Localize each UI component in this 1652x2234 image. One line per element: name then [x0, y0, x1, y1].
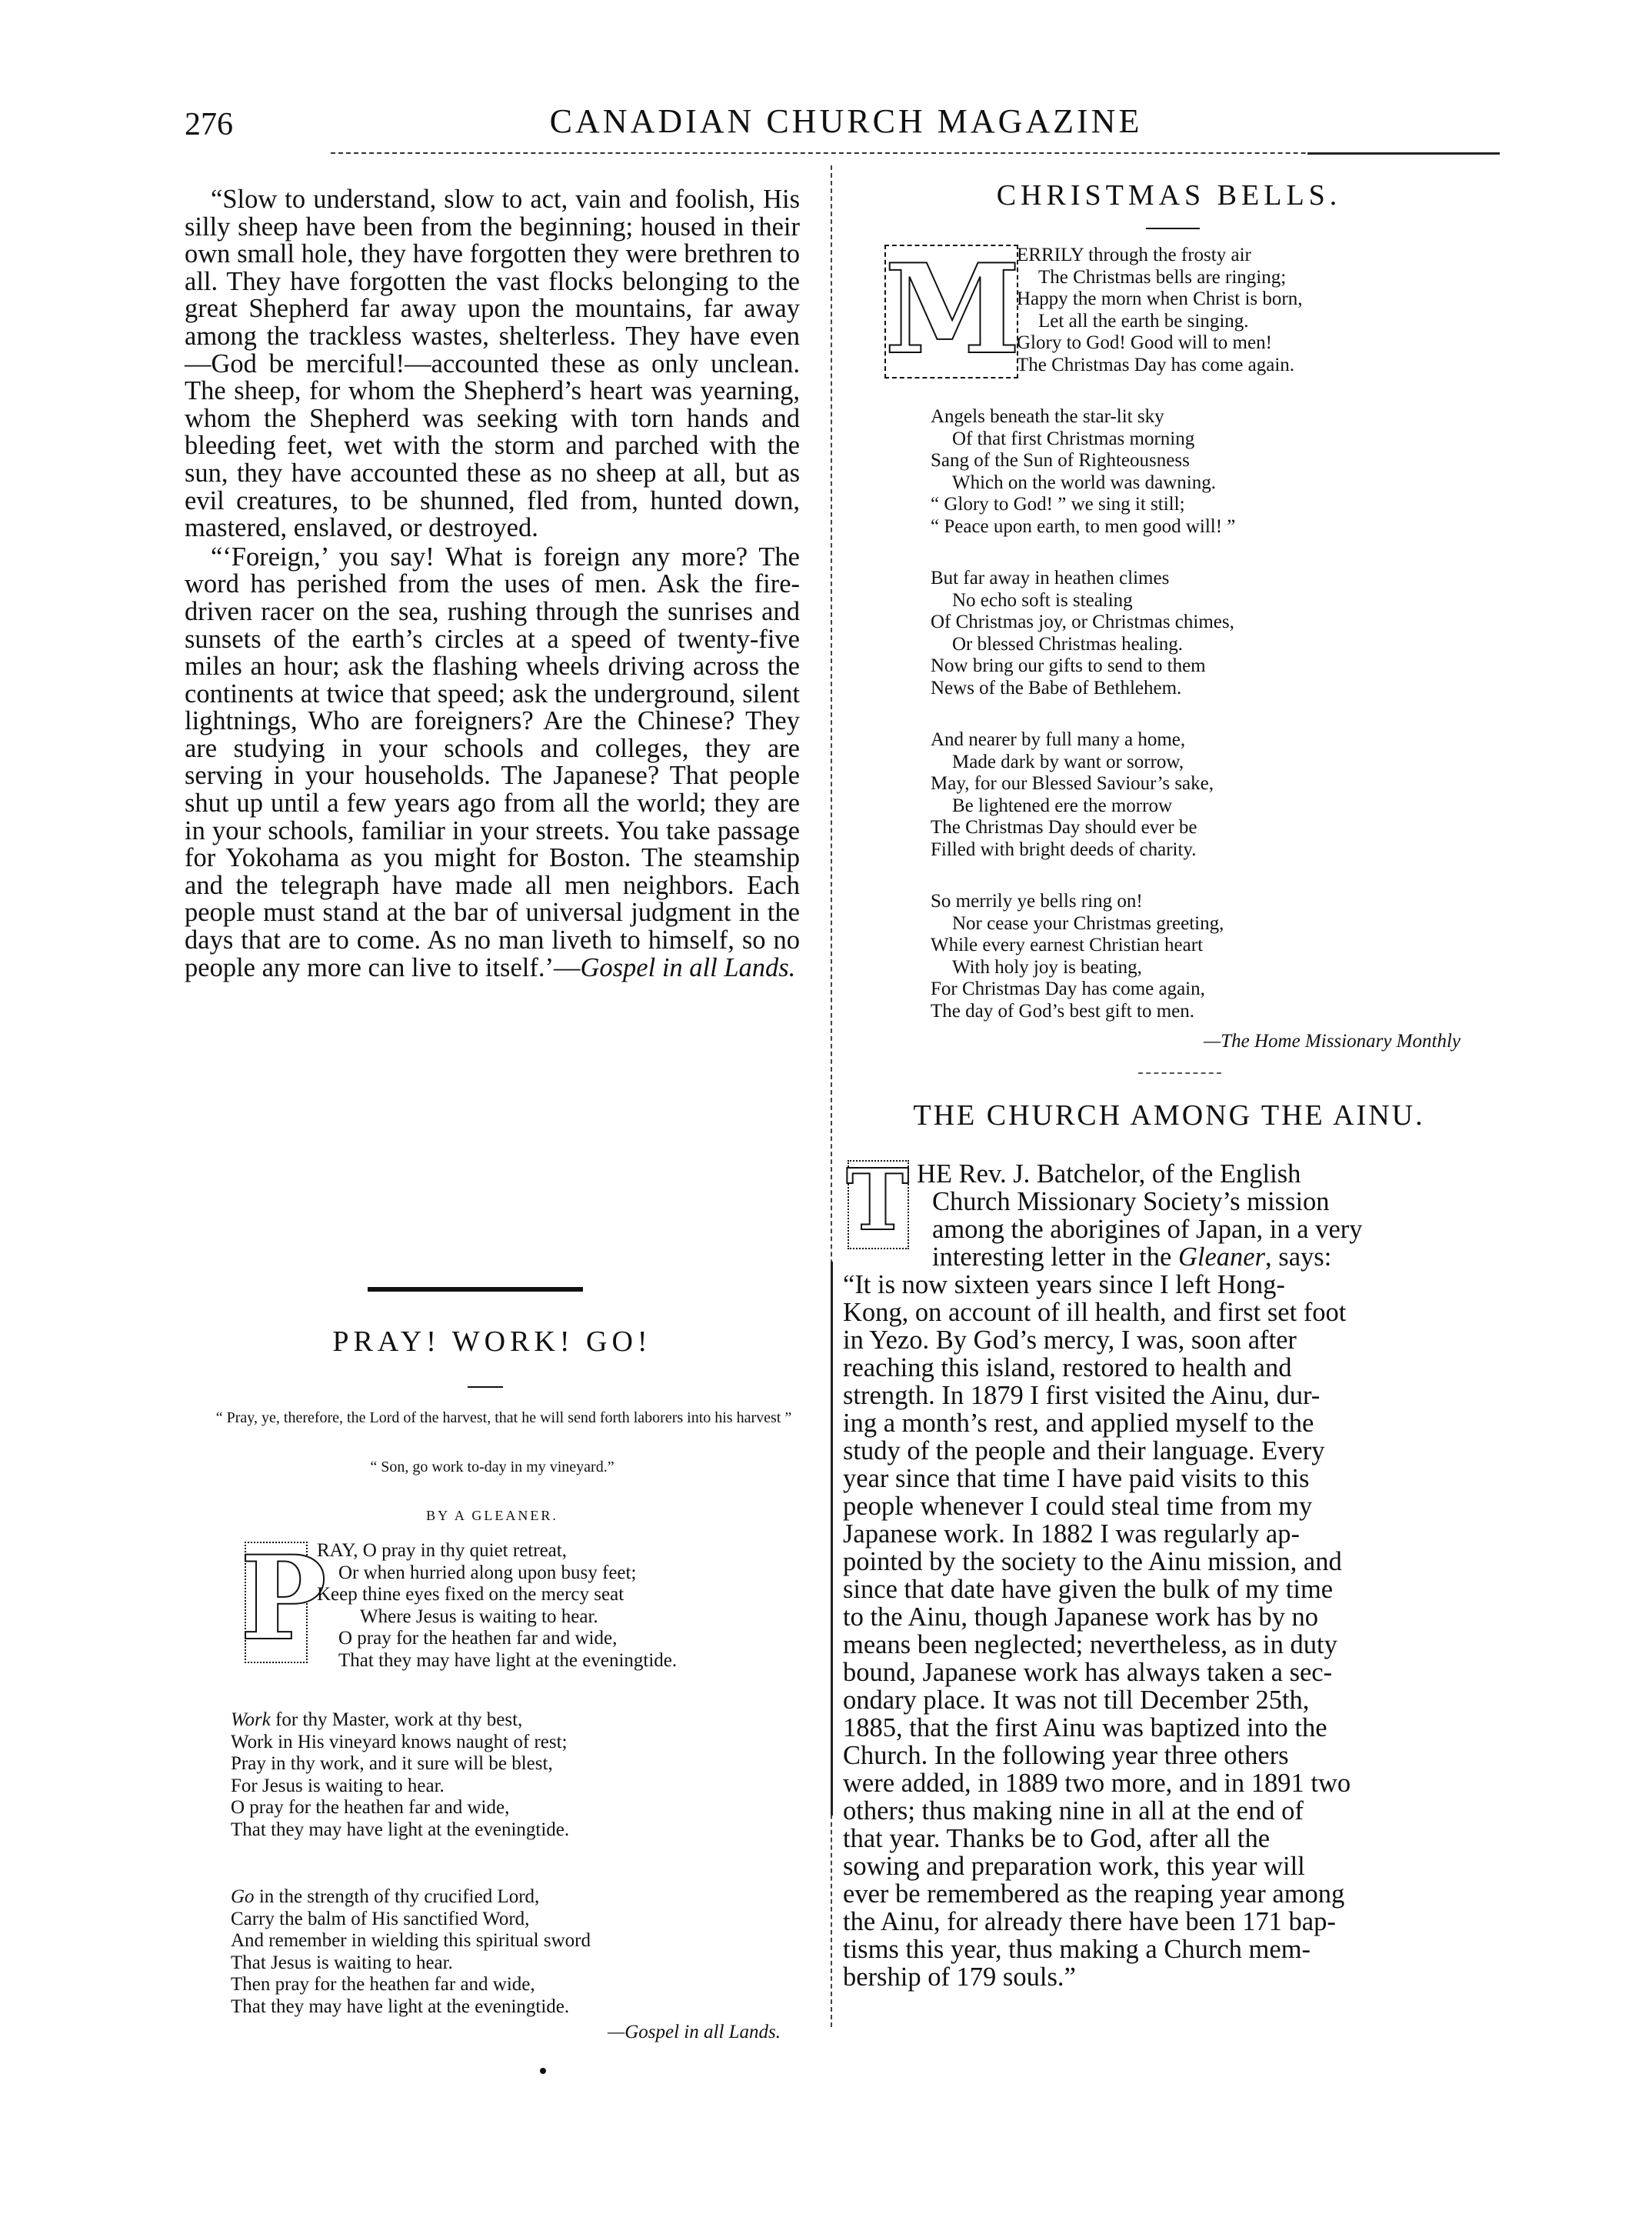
- prose-paragraph-1: “Slow to understand, slow to act, vain and foolish, His silly sheep have been from the beginning; housed in their own small hole, they have forgotten they were brethren to all. They have forgotten the vast flocks belonging to the great Shepherd far away upon the mountains, far away among the trackless wastes, shelterless. They have even—God be merciful!—accounted these as only unclean. The sheep, for whom the Shepherd’s heart was yearning, whom the Shepherd was seeking with torn hands and bleeding feet, wet with the storm and parched with the sun, they have accounted these as no sheep at all, but as evil creatures, to be shunned, fled from, hunted down, mastered, enslaved, or destroyed.: [185, 185, 800, 543]
- poem-line: Filled with bright deeds of charity.: [931, 839, 1197, 860]
- poem-line: May, for our Blessed Saviour’s sake,: [931, 773, 1214, 794]
- poem-line: Of Christmas joy, or Christmas chimes,: [931, 612, 1234, 632]
- poem-line: Of that first Christmas morning: [952, 428, 1195, 449]
- article-line: ing a month’s rest, and applied myself to the: [843, 1409, 1314, 1438]
- ainu-section-title: THE CHURCH AMONG THE AINU.: [913, 1099, 1425, 1132]
- article-line: “It is now sixteen years since I left Hong-: [843, 1270, 1285, 1299]
- poem-line: For Christmas Day has come again,: [931, 979, 1205, 999]
- article-line: Kong, on account of ill health, and first set foot: [843, 1298, 1347, 1327]
- prose-paragraph-2: [185, 544, 800, 982]
- poem-line: The day of God’s best gift to men.: [931, 1000, 1194, 1022]
- article-line: Japanese work. In 1882 I was regularly ap-: [843, 1519, 1300, 1549]
- poem-emphasis: Go: [231, 1886, 255, 1907]
- article-line: Church Missionary Society’s mission: [932, 1187, 1330, 1216]
- article-line: people whenever I could steal time from my: [843, 1492, 1313, 1521]
- prose-citation: Gospel in all Lands.: [580, 952, 796, 982]
- article-line: bound, Japanese work has always taken a sec-: [843, 1658, 1333, 1687]
- article-line: ever be remembered as the reaping year among: [843, 1879, 1345, 1909]
- bells-stanza-4: [931, 729, 1214, 861]
- article-line: sowing and preparation work, this year will: [843, 1852, 1305, 1881]
- bells-stanza-2: [931, 406, 1235, 538]
- article-line: [917, 1243, 1486, 1271]
- ainu-dropcap: T: [846, 1150, 909, 1249]
- column-divider-solid: [831, 1262, 833, 1816]
- poem-line: The Christmas bells are ringing;: [1038, 266, 1287, 288]
- bells-stanza-1: [1017, 245, 1302, 376]
- poem-line: Now bring our gifts to send to them: [931, 655, 1206, 676]
- poem-line: Carry the balm of His sanctified Word,: [231, 1908, 530, 1929]
- poem-line: The Christmas Day should ever be: [931, 817, 1197, 838]
- poem-line: Let all the earth be singing.: [1038, 310, 1249, 332]
- poem-line: “ Glory to God! ” we sing it still;: [931, 494, 1185, 515]
- poem-line: So merrily ye bells ring on!: [931, 891, 1143, 912]
- poem-line: Then pray for the heathen far and wide,: [231, 1974, 535, 1995]
- poem-line: The Christmas Day has come again.: [1017, 354, 1295, 375]
- article-line: year since that time I have paid visits to this: [843, 1464, 1310, 1493]
- poem-line: Keep thine eyes fixed on the mercy seat: [317, 1584, 624, 1605]
- poem-line: Pray in thy work, and it sure will be blest,: [231, 1753, 553, 1774]
- article-line: ondary place. It was not till December 25th,: [843, 1686, 1310, 1715]
- page-number: 276: [185, 107, 233, 142]
- poem-line: O pray for the heathen far and wide,: [231, 1797, 510, 1818]
- article-line: the Ainu, for already there have been 171 bap-: [843, 1907, 1336, 1936]
- poem-line: With holy joy is beating,: [952, 956, 1142, 978]
- poem-line-rest: for thy Master, work at thy best,: [270, 1709, 523, 1730]
- bells-dropcap: M: [884, 237, 1021, 382]
- pray-stanza-1: [317, 1540, 677, 1672]
- poem-line: And nearer by full many a home,: [931, 729, 1186, 750]
- article-line: study of the people and their language. Every: [843, 1436, 1325, 1465]
- poem-line: That they may have light at the eveningtide.: [231, 1819, 570, 1840]
- article-line: to the Ainu, though Japanese work has by no: [843, 1602, 1319, 1632]
- poem-line: Or blessed Christmas healing.: [952, 633, 1183, 655]
- poem-line: RAY, O pray in thy quiet retreat,: [317, 1540, 567, 1561]
- article-line: reaching this island, restored to health and: [843, 1353, 1292, 1382]
- poem-line: Or when hurried along upon busy feet;: [338, 1562, 637, 1583]
- poem-line: While every earnest Christian heart: [931, 935, 1204, 955]
- ainu-body: [843, 1271, 1489, 1991]
- poem-line: That Jesus is waiting to hear.: [231, 1952, 453, 1973]
- poem-line: O pray for the heathen far and wide,: [338, 1628, 618, 1649]
- poem-line: Happy the morn when Christ is born,: [1017, 288, 1303, 309]
- poem-line: And remember in wielding this spiritual sword: [231, 1930, 591, 1951]
- poem-line: For Jesus is waiting to hear.: [231, 1775, 445, 1796]
- poem-line: But far away in heathen climes: [931, 568, 1170, 589]
- ainu-opening-lines: [917, 1160, 1486, 1271]
- title-rule: [468, 1386, 503, 1388]
- header-rule-solid: [1307, 152, 1500, 155]
- article-line: since that date have given the bulk of my time: [843, 1575, 1334, 1604]
- article-line-text: , says:: [1265, 1242, 1332, 1272]
- pray-stanza-2: [231, 1709, 569, 1841]
- pray-poem-title: PRAY! WORK! GO!: [332, 1325, 652, 1358]
- section-rule: [368, 1287, 583, 1292]
- ornament-dot: [540, 2068, 546, 2074]
- pray-byline: BY A GLEANER.: [426, 1508, 558, 1523]
- poem-line: ERRILY through the frosty air: [1017, 245, 1251, 265]
- poem-line: [231, 1886, 591, 1909]
- article-line: means been neglected; nevertheless, as in duty: [843, 1630, 1337, 1659]
- poem-line: Made dark by want or sorrow,: [952, 751, 1184, 772]
- article-line: bership of 179 souls.”: [843, 1962, 1076, 1992]
- running-title: CANADIAN CHURCH MAGAZINE: [549, 102, 1143, 140]
- article-line: among the aborigines of Japan, in a very: [932, 1215, 1363, 1244]
- poem-line: Where Jesus is waiting to hear.: [360, 1605, 598, 1627]
- poem-line: “ Peace upon earth, to men good will! ”: [931, 515, 1236, 537]
- left-column-prose: [185, 186, 800, 982]
- pray-epigraph-1: “ Pray, ye, therefore, the Lord of the harvest, that he will send forth laborers into his harvest ”: [215, 1409, 792, 1426]
- title-rule: [1146, 228, 1200, 229]
- poem-line: Nor cease your Christmas greeting,: [952, 912, 1224, 934]
- poem-line: Work in His vineyard knows naught of rest;: [231, 1731, 568, 1752]
- poem-emphasis: Work: [231, 1709, 271, 1730]
- poem-line: No echo soft is stealing: [952, 589, 1133, 611]
- pray-dropcap: P: [240, 1531, 327, 1666]
- poem-line: [231, 1709, 569, 1732]
- article-line: that year. Thanks be to God, after all the: [843, 1824, 1271, 1853]
- poem-line: Which on the world was dawning.: [952, 472, 1216, 493]
- poem-line: That they may have light at the eveningtide.: [338, 1649, 678, 1671]
- prose-paragraph-2-text: “‘Foreign,’ you say! What is foreign any more? The word has perished from the uses of men. Ask the fire-driven racer on the sea, rushing through the sunrises and sunsets of the earth’s circles at a speed of twenty-five miles an hour; ask the flashing wheels driving across the continents at twice that speed; ask the underground, silent lightnings, Who are foreigners? Are the Chinese? They are studying in your schools and colleges, they are serving in your households. The Japanese? That people shut up until a few years ago from all the world; they are in your schools, familiar in your streets. You take passage for Yokohama as you might for Boston. The steamship and the telegraph have made all men neighbors. Each people must stand at the bar of universal judgment in the days that are to come. As no man liveth to himself, so no people any more can live to itself.’—: [185, 542, 800, 982]
- poem-line-rest: in the strength of thy crucified Lord,: [254, 1886, 540, 1907]
- article-line: pointed by the society to the Ainu mission, and: [843, 1547, 1342, 1576]
- pray-epigraph-2: “ Son, go work to-day in my vineyard.”: [370, 1459, 615, 1475]
- article-line: Church. In the following year three others: [843, 1741, 1289, 1770]
- bells-stanza-3: [931, 568, 1234, 699]
- poem-line: Sang of the Sun of Righteousness: [931, 450, 1190, 471]
- bells-stanza-5: [931, 891, 1224, 1022]
- section-rule: [1138, 1072, 1221, 1074]
- pray-stanza-3: [231, 1886, 591, 2018]
- publication-name: Gleaner: [1177, 1242, 1266, 1272]
- article-line: HE Rev. J. Batchelor, of the English: [917, 1159, 1301, 1189]
- article-line-text: interesting letter in the: [932, 1242, 1178, 1272]
- article-line: in Yezo. By God’s mercy, I was, soon after: [843, 1325, 1297, 1355]
- bells-attribution: —The Home Missionary Monthly: [1204, 1031, 1460, 1052]
- bells-poem-title: CHRISTMAS BELLS.: [996, 179, 1342, 212]
- article-line: were added, in 1889 two more, and in 1891 two: [843, 1769, 1351, 1798]
- poem-line: News of the Babe of Bethlehem.: [931, 677, 1182, 699]
- pray-attribution: —Gospel in all Lands.: [608, 2022, 781, 2042]
- poem-line: Angels beneath the star-lit sky: [931, 406, 1164, 427]
- article-line: strength. In 1879 I first visited the Ainu, dur-: [843, 1381, 1321, 1410]
- article-line: others; thus making nine in all at the end of: [843, 1796, 1304, 1826]
- article-line: tisms this year, thus making a Church mem-: [843, 1935, 1311, 1964]
- poem-line: Be lightened ere the morrow: [952, 795, 1173, 816]
- article-line: 1885, that the first Ainu was baptized into the: [843, 1713, 1327, 1742]
- poem-line: That they may have light at the eveningtide.: [231, 1996, 570, 2017]
- poem-line: Glory to God! Good will to men!: [1017, 332, 1272, 353]
